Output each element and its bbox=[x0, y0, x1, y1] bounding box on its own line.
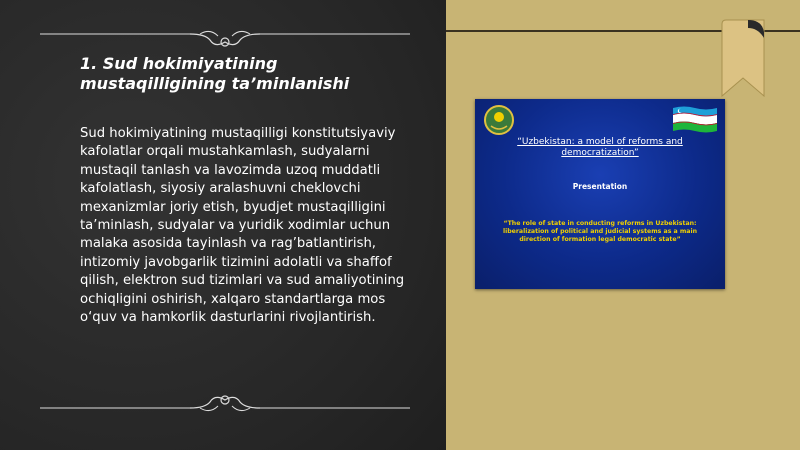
uzbekistan-flag-icon bbox=[673, 105, 717, 133]
uzbekistan-emblem-icon bbox=[483, 104, 515, 136]
ornament-top-icon bbox=[40, 30, 410, 54]
slide-title-line2: mustaqilligining ta’minlanishi bbox=[80, 74, 350, 93]
image-title: “Uzbekistan: a model of reforms and democratization” bbox=[517, 137, 683, 158]
slide-title-line1: 1. Sud hokimiyatining bbox=[80, 54, 278, 73]
image-subtitle: Presentation bbox=[572, 182, 628, 191]
presentation-image bbox=[475, 99, 725, 289]
bookmark-ribbon-icon bbox=[718, 18, 768, 98]
slide-body-text: Sud hokimiyatining mustaqilligi konstitutsiyaviy kafolatlar orqali mustahkamlash, sudyalarni mustaqil tanlash va lavozimda uzoq muddatli kafolatlash, siyosiy aralashuvni cheklovchi mexanizmlar joriy etish, byudjet mustaqilligini ta’minlash, sudyalar va yuridik xodimlar uchun malaka asosida tayinlash va rag’batlantirish, intizomiy javobgarlik tizimini adolatli va shaffof qilish, elektron sud tizimlari va sud amaliyotining ochiqligini oshirish, xalqaro standartlarga mos o‘quv va hamkorlik dasturlarini rivojlantirish. bbox=[80, 126, 405, 326]
ornament-bottom-icon bbox=[40, 392, 410, 416]
slide-title bbox=[80, 54, 420, 94]
image-caption: “The role of state in conducting reforms in Uzbekistan: liberalization of political and judicial systems as a main direction of formation legal democratic state” bbox=[502, 220, 698, 243]
